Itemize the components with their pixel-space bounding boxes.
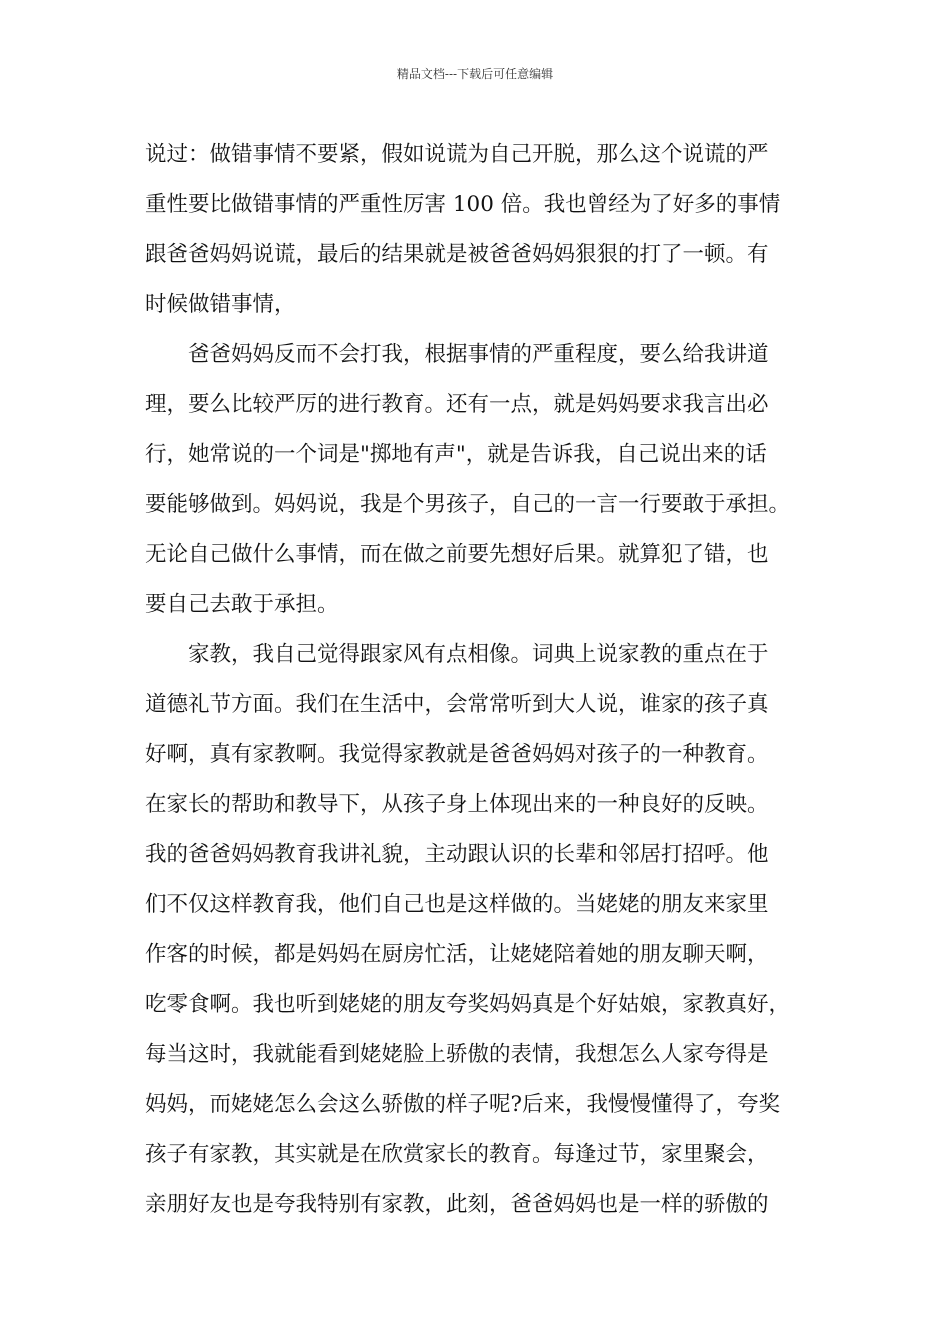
text-line: 无论自己做什么事情，而在做之前要先想好后果。就算犯了错，也 [145, 542, 769, 567]
text-line: 吃零食啊。我也听到姥姥的朋友夸奖妈妈真是个好姑娘，家教真好， [145, 992, 791, 1017]
text-line: 我的爸爸妈妈教育我讲礼貌，主动跟认识的长辈和邻居打招呼。他 [145, 842, 769, 867]
text-line: 亲朋好友也是夸我特别有家教，此刻，爸爸妈妈也是一样的骄傲的 [145, 1192, 769, 1217]
text-line: 要能够做到。妈妈说，我是个男孩子，自己的一言一行要敢于承担。 [145, 492, 791, 517]
text-line: 妈妈，而姥姥怎么会这么骄傲的样子呢?后来，我慢慢懂得了，夸奖 [145, 1092, 781, 1117]
text-line: 说过：做错事情不要紧，假如说谎为自己开脱，那么这个说谎的严 [145, 142, 769, 167]
text-line: 家教，我自己觉得跟家风有点相像。词典上说家教的重点在于 [145, 642, 769, 667]
text-line: 好啊，真有家教啊。我觉得家教就是爸爸妈妈对孩子的一种教育。 [145, 742, 769, 767]
text-line: 要自己去敢于承担。 [145, 592, 339, 617]
text-line: 跟爸爸妈妈说谎，最后的结果就是被爸爸妈妈狠狠的打了一顿。有 [145, 242, 769, 267]
text-line: 在家长的帮助和教导下，从孩子身上体现出来的一种良好的反映。 [145, 792, 769, 817]
text-line: 孩子有家教，其实就是在欣赏家长的教育。每逢过节，家里聚会， [145, 1142, 769, 1167]
page-header: 精品文档---下载后可任意编辑 [396, 67, 554, 81]
text-line: 行，她常说的一个词是"掷地有声"，就是告诉我，自己说出来的话 [145, 442, 767, 467]
text-line: 时候做错事情， [145, 292, 296, 317]
text-line: 理，要么比较严厉的进行教育。还有一点，就是妈妈要求我言出必 [145, 392, 769, 417]
text-line: 作客的时候，都是妈妈在厨房忙活，让姥姥陪着她的朋友聊天啊， [145, 942, 769, 967]
text-line: 道德礼节方面。我们在生活中，会常常听到大人说，谁家的孩子真 [145, 692, 769, 717]
text-line: 爸爸妈妈反而不会打我，根据事情的严重程度，要么给我讲道 [145, 342, 769, 367]
text-line: 重性要比做错事情的严重性厉害 100 倍。我也曾经为了好多的事情 [145, 192, 781, 217]
text-line: 们不仅这样教育我，他们自己也是这样做的。当姥姥的朋友来家里 [145, 892, 769, 917]
document-body [145, 130, 815, 1230]
text-line: 每当这时，我就能看到姥姥脸上骄傲的表情，我想怎么人家夸得是 [145, 1042, 769, 1067]
